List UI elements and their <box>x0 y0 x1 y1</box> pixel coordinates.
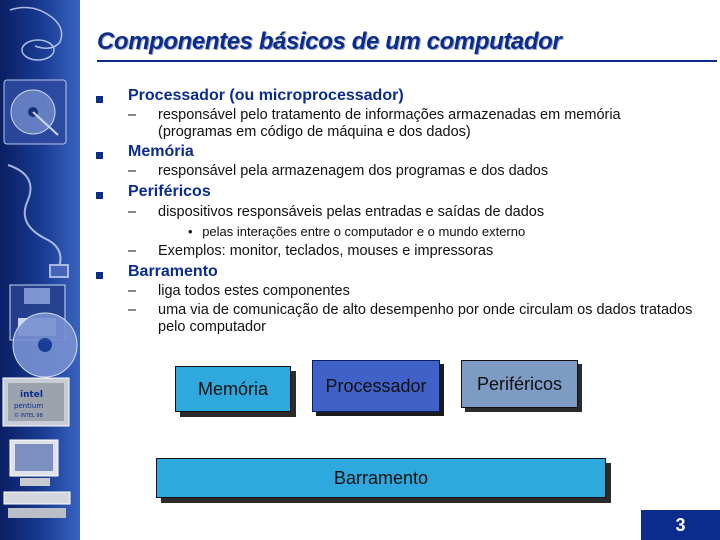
memoria-box <box>175 366 291 412</box>
processador-label: Processador <box>325 375 427 396</box>
chip-name-label: pentium <box>14 402 44 410</box>
bullet-marker <box>96 150 103 162</box>
dot-marker: • <box>188 224 193 239</box>
dash-marker: – <box>128 204 137 220</box>
sub-bullet-text: liga todos estes componentes <box>158 283 350 299</box>
bullet-marker <box>96 94 103 106</box>
computer-parts-illustration <box>0 0 80 540</box>
sub-bullet-text: dispositivos responsáveis pelas entradas e saídas de dados <box>158 204 545 220</box>
sub-bullet-text: uma via de comunicação de alto desempenho por onde circulam os dados tratados pelo computador <box>158 302 693 335</box>
hard-disk-icon <box>4 80 66 144</box>
perifericos-box <box>461 360 578 408</box>
dash-marker: – <box>128 107 137 123</box>
sidebar-decoration <box>0 0 80 540</box>
mouse-icon <box>22 40 54 60</box>
sub-sub-bullet <box>188 224 525 239</box>
bullet-heading-barramento: Barramento <box>128 263 218 280</box>
bullet-heading-memoria: Memória <box>128 143 194 160</box>
mouse-cable-icon <box>10 8 62 49</box>
title-underline <box>97 60 717 62</box>
dash-marker: – <box>128 302 137 318</box>
chip-brand-label: intel <box>20 390 43 400</box>
dash-marker: – <box>128 243 137 259</box>
sub-bullet-text: responsável pela armazenagem dos programas e dos dados <box>158 163 549 179</box>
bullet-marker <box>96 190 103 202</box>
barramento-label: Barramento <box>333 468 429 488</box>
slide-title: Componentes básicos de um computador <box>97 28 562 55</box>
bullet-heading-perifericos: Periféricos <box>128 183 211 200</box>
cpu-chip-icon <box>3 378 69 426</box>
sub-bullet-text: Exemplos: monitor, teclados, mouses e impressoras <box>158 243 494 259</box>
sub-sub-bullet-text: pelas interações entre o computador e o mundo externo <box>202 224 526 239</box>
chip-mark-label: © INTEL 98 <box>14 413 43 419</box>
dash-marker: – <box>128 283 137 299</box>
sub-bullet-text: responsável pelo tratamento de informações armazenadas em memória (programas em código de máquina e dos dados) <box>158 107 621 140</box>
perifericos-label: Periféricos <box>476 373 563 394</box>
memoria-label: Memória <box>197 378 268 399</box>
bullet-marker <box>96 270 103 282</box>
cable-icon <box>8 165 68 277</box>
barramento-box <box>156 458 606 498</box>
dash-marker: – <box>128 163 137 179</box>
cd-disc-icon <box>13 313 77 377</box>
desktop-computer-icon <box>4 440 70 518</box>
processador-box <box>312 360 440 412</box>
page-number: 3 <box>641 510 720 540</box>
bullet-heading-processador: Processador (ou microprocessador) <box>128 87 404 104</box>
